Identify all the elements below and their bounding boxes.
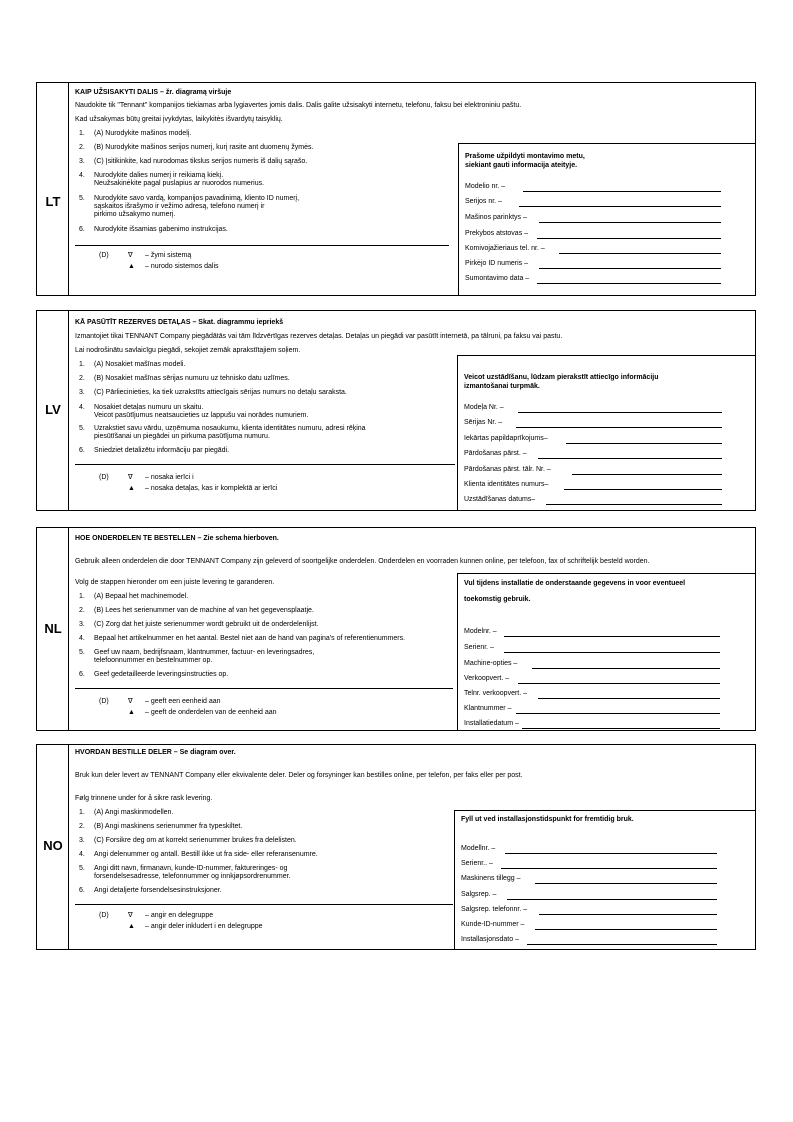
language-code-cell [37, 311, 69, 510]
record-field-label: Pārdošanas pārst. tālr. Nr. – [464, 466, 551, 473]
record-field-line[interactable] [559, 253, 721, 254]
record-field-label: Machine-opties – [464, 660, 518, 667]
record-field-label: Salgsrep. – [461, 891, 497, 898]
record-field-label: Modeļa Nr. – [464, 404, 504, 411]
section-lv: LV KĀ PASŪTĪT REZERVES DETAĻAS – Skat. diagrammu iepriekš Izmantojiet tikai TENNANT Company piegādātās vai tām līdzvērtīgas rezerves detaļas. Detaļas un piegādi var pasūtīt internetā, pa tālruni, pa faksu vai pastu. Lai nodrošinātu savlaicīgu piegādi, sekojiet zemāk aprakstītajiem soļiem. 1. (A) Nosakiet mašīnas modeli. 2. (B) Nosakiet mašīnas sērijas numuru uz tehnisko datu uzlīmes. 3. (C) Pārliecinieties, ka tiek uzrakstīts attiecīgais sērijas numurs no detaļu saraksta. 4. Nosakiet detaļas numuru un skaitu. Veicot pasūtījumus neatsaucieties uz lappušu vai norādes numuriem. 5. Uzrakstiet savu vārdu, uzņēmuma nosaukumu, klienta identitātes numuru, adresi rēķina piesūtīšanai un piegādei un pirkuma pasūtījuma numuru. 6. Sniedziet detalizētu informāciju par piegādi. (D) ∇ – nosaka ierīci i ▲ – nosaka detaļas, kas ir komplektā ar ierīci Veicot uzstādīšanu, lūdzam pierakstīt attiecīgo informāciju izmantošanai turpmāk. Modeļa Nr. – Sērijas Nr. – Iekārtas papildaprīkojums– Pārdošanas pārst. – Pārdošanas pārst. tālr. Nr. – Klienta identitātes numurs– Uzstādīšanas datums– [36, 310, 756, 511]
record-field-line[interactable] [507, 899, 717, 900]
record-field-label: Klantnummer – [464, 705, 512, 712]
record-info-heading: Vul tijdens installatie de onderstaande gegevens in voor eventueel toekomstig gebruik. [464, 580, 686, 603]
record-field-line[interactable] [572, 474, 722, 475]
record-info-box [457, 355, 755, 510]
record-field-line[interactable] [504, 636, 720, 637]
record-info-heading: Fyll ut ved installasjonstidspunkt for fremtidig bruk. [461, 816, 634, 823]
record-field-label: Kunde-ID-nummer – [461, 921, 525, 928]
section-title: KAIP UŽSISAKYTI DALIS – žr. diagramą viršuje [75, 89, 232, 96]
intro-paragraph: Gebruik alleen onderdelen die door TENNANT Company zijn geleverd of soortgelijke onderdelen. Onderdelen en voorraden kunnen online, per telefoon, fax of schriftelijk besteld worden. [75, 558, 650, 565]
record-field-label: Serienr. – [464, 644, 494, 651]
record-field-line[interactable] [538, 458, 722, 459]
record-field-label: Klienta identitātes numurs– [464, 481, 549, 488]
legend-divider [75, 904, 453, 905]
record-info-box [458, 143, 755, 295]
filled-triangle-icon: ▲ [128, 263, 135, 270]
record-field-label: Modellnr. – [461, 845, 496, 852]
record-field-label: Sumontavimo data – [465, 275, 530, 282]
intro-paragraph: Følg trinnene under for å sikre rask levering. [75, 795, 213, 802]
intro-paragraph: Bruk kun deler levert av TENNANT Company eller ekvivalente deler. Deler og forsyninger kan bestilles online, per telefon, per faks eller per post. [75, 772, 523, 779]
intro-paragraph: Naudokite tik "Tennant" kompanijos tiekiamas arba lygiavertes jomis dalis. Dalis galite užsisakyti internetu, telefonu, faksu bei elektroniniu paštu. [75, 102, 522, 109]
language-code: NL [44, 621, 62, 636]
record-field-label: Telnr. verkoopvert. – [464, 690, 528, 697]
record-field-label: Iekārtas papildaprīkojums– [464, 435, 548, 442]
record-field-line[interactable] [504, 652, 720, 653]
record-field-line[interactable] [538, 698, 720, 699]
record-field-line[interactable] [505, 853, 717, 854]
intro-paragraph: Lai nodrošinātu savlaicīgu piegādi, sekojiet zemāk aprakstītajiem soļiem. [75, 347, 301, 354]
record-field-line[interactable] [539, 222, 721, 223]
language-code: LT [45, 194, 61, 209]
language-code-cell [37, 528, 69, 730]
record-info-box [457, 573, 755, 730]
record-info-heading: Prašome užpildyti montavimo metu, siekiant gauti informacija ateityje. [465, 153, 585, 169]
record-field-label: Modelnr. – [464, 628, 497, 635]
legend-divider [75, 464, 455, 465]
record-field-line[interactable] [564, 489, 722, 490]
record-field-label: Sērijas Nr. – [464, 419, 503, 426]
record-field-line[interactable] [501, 868, 717, 869]
record-field-label: Verkoopvert. – [464, 675, 510, 682]
record-field-line[interactable] [539, 268, 721, 269]
language-code-cell [37, 745, 69, 949]
record-field-line[interactable] [537, 238, 721, 239]
record-field-line[interactable] [523, 191, 721, 192]
record-field-label: Mašinos parinktys – [465, 214, 527, 221]
section-title: KĀ PASŪTĪT REZERVES DETAĻAS – Skat. diagrammu iepriekš [75, 319, 284, 326]
record-field-line[interactable] [516, 427, 722, 428]
record-field-line[interactable] [535, 883, 717, 884]
language-code-cell [37, 83, 69, 295]
record-field-label: Pārdošanas pārst. – [464, 450, 527, 457]
record-field-line[interactable] [516, 713, 720, 714]
open-triangle-icon: ∇ [128, 912, 133, 919]
section-title: HOE ONDERDELEN TE BESTELLEN – Zie schema hierboven. [75, 535, 279, 542]
record-field-label: Installasjonsdato – [461, 936, 519, 943]
section-lt: LT KAIP UŽSISAKYTI DALIS – žr. diagramą viršuje Naudokite tik "Tennant" kompanijos tiekiamas arba lygiavertes jomis dalis. Dalis galite užsisakyti internetu, telefonu, faksu bei elektroniniu paštu. Kad užsakymas būtų greitai įvykdytas, laikykitės išvardytų taisyklių. 1. (A) Nurodykite mašinos modelį. 2. (B) Nurodykite mašinos serijos numerį, kurį rasite ant duomenų žymės. 3. (C) Įsitikinkite, kad nurodomas tikslus serijos numeris iš dalių sąrašo. 4. Nurodykite dalies numerį ir reikiamą kiekį. Neužsakinėkite pagal puslapius ar nuorodos numerius. 5. Nurodykite savo vardą, kompanijos pavadinimą, kliento ID numerį, sąskaitos išrašymo ir vežimo adresą, telefono numerį ir pirkimo užsakymo numerį. 6. Nurodykite išsamias gabenimo instrukcijas. (D) ∇ – žymi sistemą ▲ – nurodo sistemos dalis Prašome užpildyti montavimo metu, siekiant gauti informacija ateityje. Modelio nr. – Serijos nr. – Mašinos parinktys – Prekybos atstovas – Komivojažieriaus tel. nr. – Pirkėjo ID numeris – Sumontavimo data – [36, 82, 756, 296]
intro-paragraph: Izmantojiet tikai TENNANT Company piegādātās vai tām līdzvērtīgas rezerves detaļas. Detaļas un piegādi var pasūtīt internetā, pa tālruni, pa faksu vai pastu. [75, 333, 563, 340]
record-field-label: Uzstādīšanas datums– [464, 496, 536, 503]
record-field-line[interactable] [527, 944, 717, 945]
record-info-box [454, 810, 755, 949]
record-field-label: Salgsrep. telefonnr. – [461, 906, 528, 913]
open-triangle-icon: ∇ [128, 474, 133, 481]
record-field-label: Serijos nr. – [465, 198, 502, 205]
record-field-line[interactable] [518, 412, 722, 413]
language-code: LV [45, 402, 61, 417]
section-no: NO HVORDAN BESTILLE DELER – Se diagram over. Bruk kun deler levert av TENNANT Company eller ekvivalente deler. Deler og forsyninger kan bestilles online, per telefon, per faks eller per post. Følg trinnene under for å sikre rask levering. 1. (A) Angi maskinmodellen. 2. (B) Angi maskinens serienummer fra typeskiltet. 3. (C) Forsikre deg om at korrekt serienummer brukes fra delelisten. 4. Angi delenummer og antall. Bestill ikke ut fra side- eller referansenumre. 5. Angi ditt navn, firmanavn, kunde-ID-nummer, faktureringes- og forsendelsesadresse, telefonnummer og innkjøpsordrenummer. 6. Angi detaljerte forsendelsesinstruksjoner. (D) ∇ – angir en delegruppe ▲ – angir deler inkludert i en delegruppe Fyll ut ved installasjonstidspunkt for fremtidig bruk. Modellnr. – Serienr.. – Maskinens tillegg – Salgsrep. – Salgsrep. telefonnr. – Kunde-ID-nummer – Installasjonsdato – [36, 744, 756, 950]
record-field-label: Prekybos atstovas – [465, 230, 529, 237]
filled-triangle-icon: ▲ [128, 923, 135, 930]
record-field-label: Modelio nr. – [465, 183, 506, 190]
record-field-line[interactable] [522, 728, 720, 729]
filled-triangle-icon: ▲ [128, 485, 135, 492]
record-field-line[interactable] [546, 504, 722, 505]
record-field-line[interactable] [518, 683, 720, 684]
record-field-label: Installatiedatum – [464, 720, 519, 727]
record-field-line[interactable] [566, 443, 722, 444]
open-triangle-icon: ∇ [128, 698, 133, 705]
section-nl: NL HOE ONDERDELEN TE BESTELLEN – Zie schema hierboven. Gebruik alleen onderdelen die door TENNANT Company zijn geleverd of soortgelijke onderdelen. Onderdelen en voorraden kunnen online, per telefoon, fax of schriftelijk besteld worden. Volg de stappen hieronder om een juiste levering te garanderen. 1. (A) Bepaal het machinemodel. 2. (B) Lees het serienummer van de machine af van het gegevensplaatje. 3. (C) Zorg dat het juiste serienummer wordt gebruikt uit de onderdelenlijst. 4. Bepaal het artikelnummer en het aantal. Bestel niet aan de hand van pagina's of referentienummers. 5. Geef uw naam, bedrijfsnaam, klantnummer, factuur- en leveringsadres, telefoonnummer en bestelnummer op. 6. Geef gedetailleerde leveringsinstructies op. (D) ∇ – geeft een eenheid aan ▲ – geeft de onderdelen van de eenheid aan Vul tijdens installatie de onderstaande gegevens in voor eventueel toekomstig gebruik. Modelnr. – Serienr. – Machine-opties – Verkoopvert. – Telnr. verkoopvert. – Klantnummer – Installatiedatum – [36, 527, 756, 731]
record-field-label: Maskinens tillegg – [461, 875, 521, 882]
record-field-line[interactable] [535, 929, 717, 930]
record-info-heading: Veicot uzstādīšanu, lūdzam pierakstīt attiecīgo informāciju izmantošanai turpmāk. [464, 374, 659, 390]
section-title: HVORDAN BESTILLE DELER – Se diagram over. [75, 749, 236, 756]
record-field-label: Serienr.. – [461, 860, 493, 867]
language-code: NO [43, 838, 63, 853]
intro-paragraph: Kad užsakymas būtų greitai įvykdytas, laikykitės išvardytų taisyklių. [75, 116, 283, 123]
record-field-line[interactable] [532, 668, 720, 669]
record-field-line[interactable] [539, 914, 717, 915]
intro-paragraph: Volg de stappen hieronder om een juiste levering te garanderen. [75, 579, 275, 586]
legend-divider [75, 688, 453, 689]
open-triangle-icon: ∇ [128, 252, 133, 259]
legend-divider [75, 245, 449, 246]
record-field-label: Pirkėjo ID numeris – [465, 260, 529, 267]
record-field-line[interactable] [519, 206, 721, 207]
record-field-label: Komivojažieriaus tel. nr. – [465, 245, 545, 252]
filled-triangle-icon: ▲ [128, 709, 135, 716]
record-field-line[interactable] [537, 283, 721, 284]
